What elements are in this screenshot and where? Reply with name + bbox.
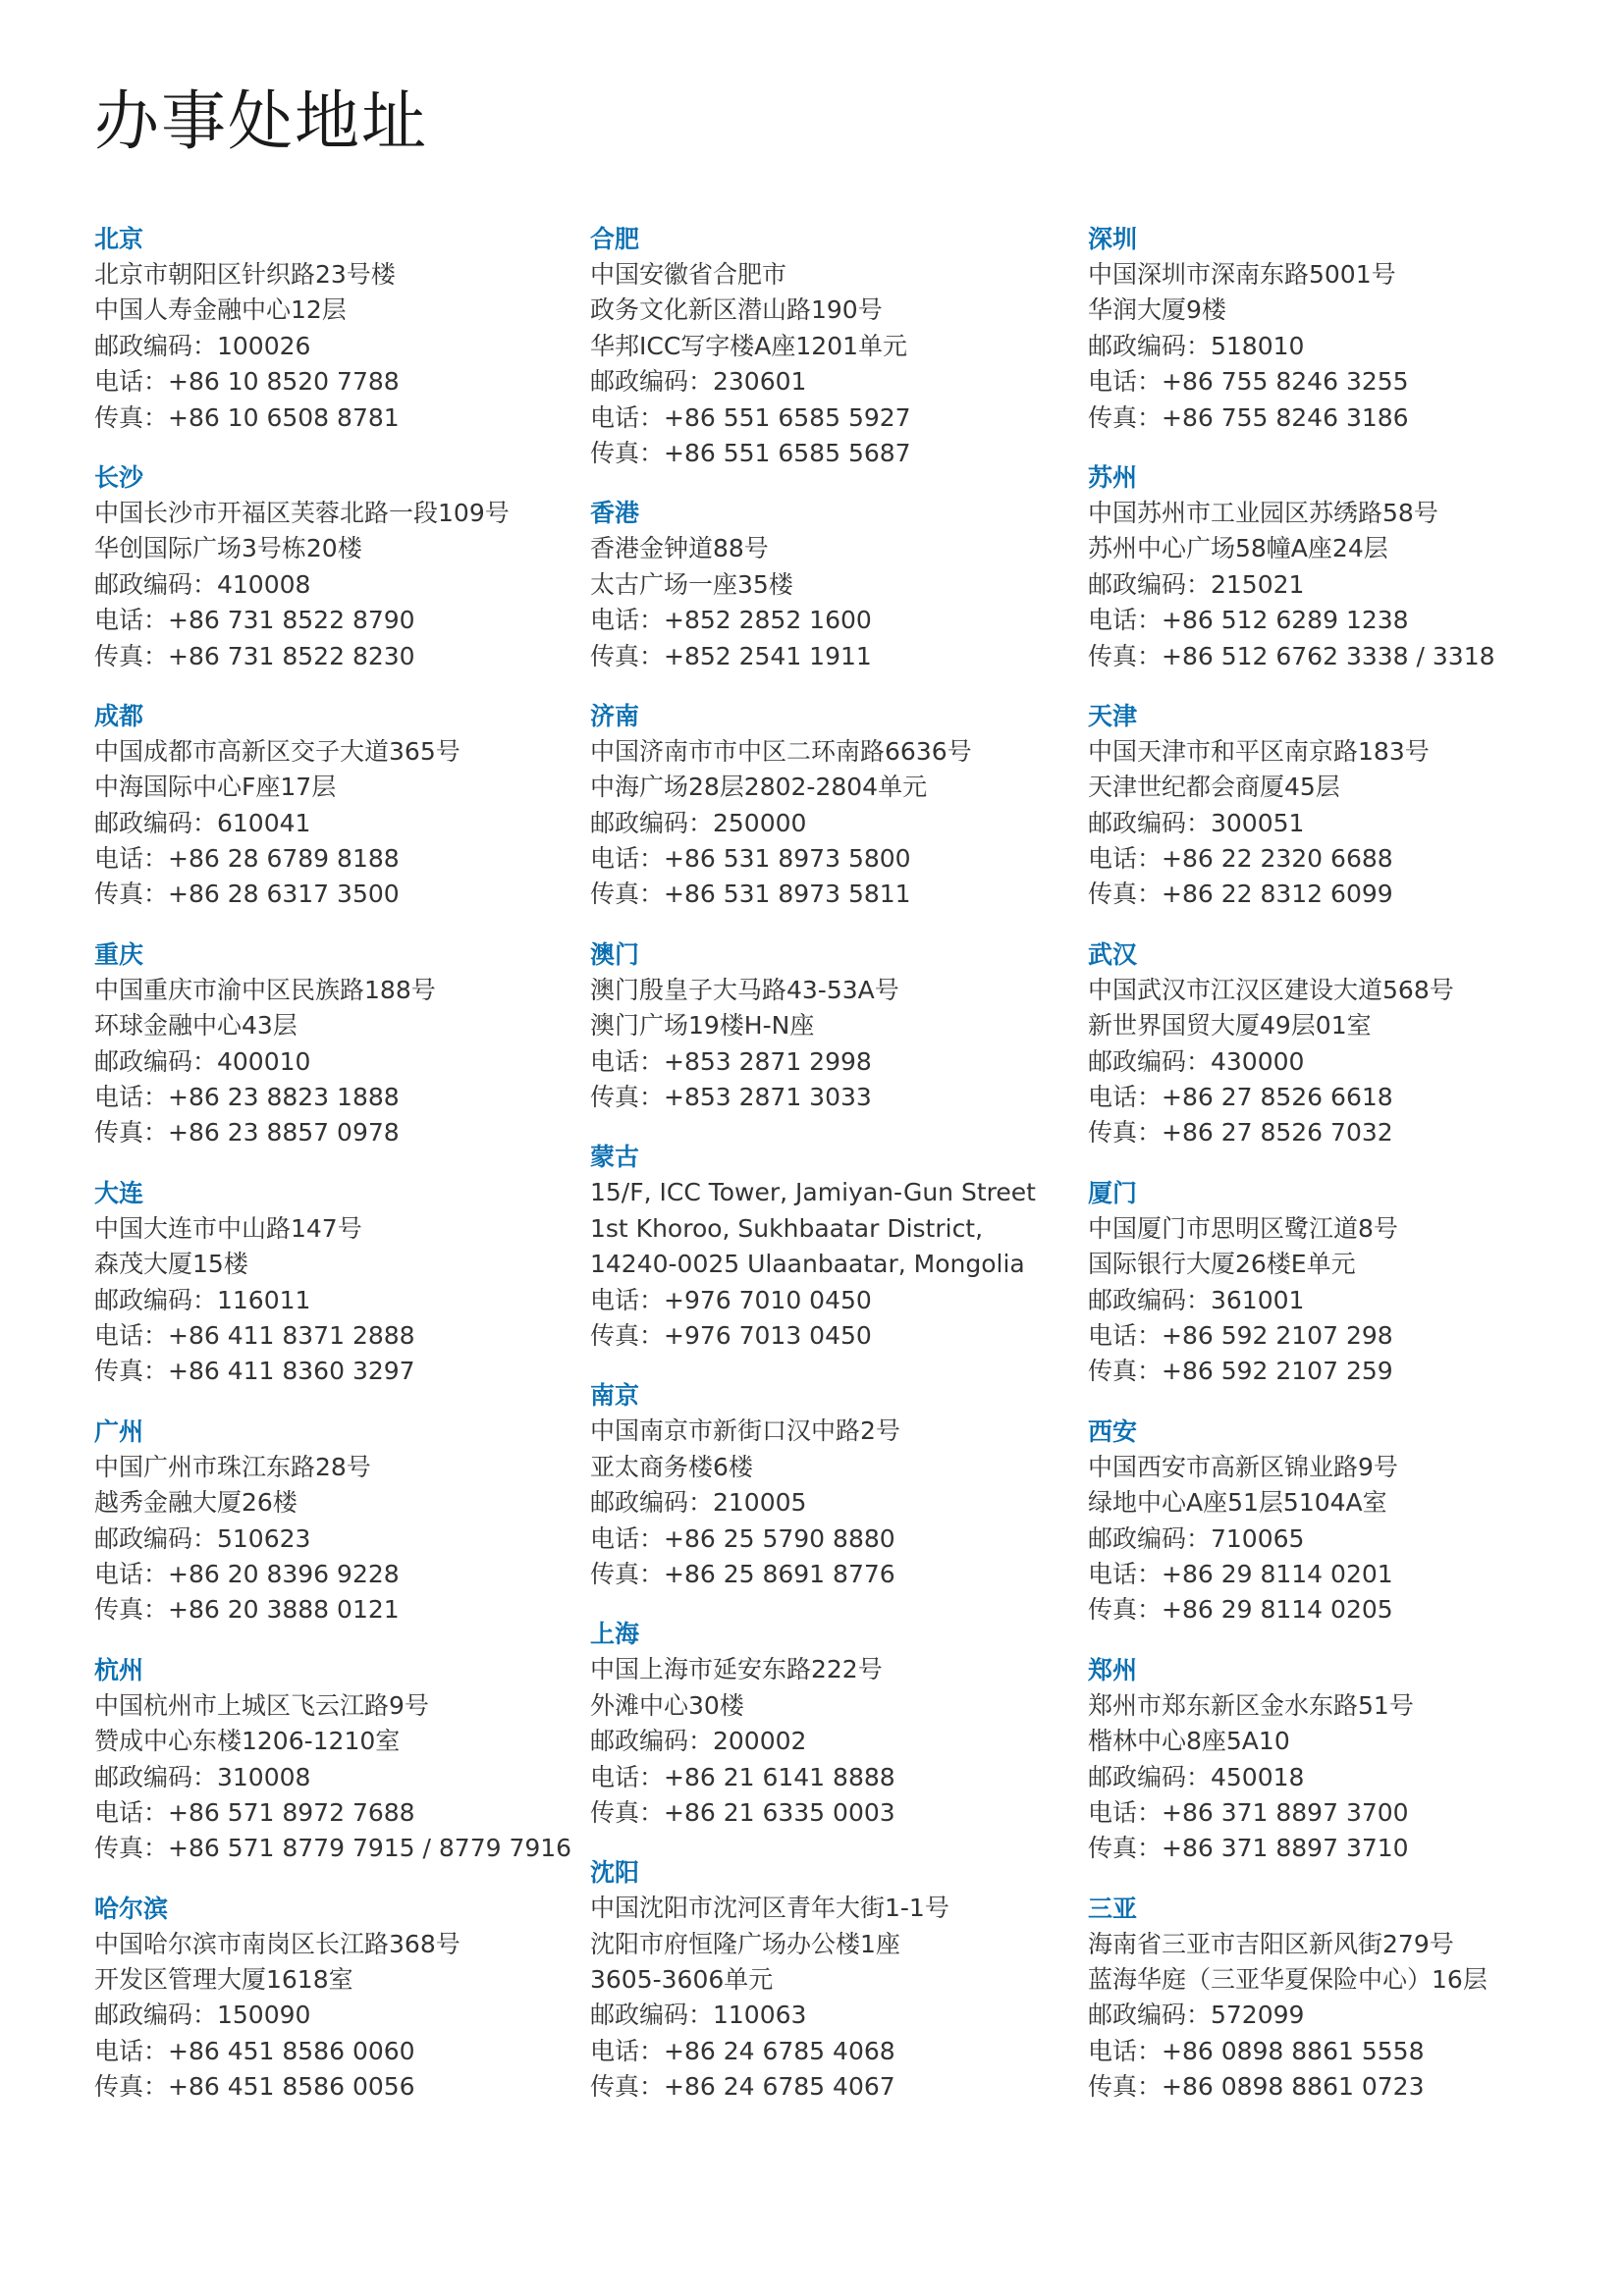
office-detail-line: 邮政编码：361001 [1088,1285,1305,1314]
office-detail-line: 电话：+86 29 8114 0201 [1088,1559,1393,1588]
office-entry [590,1378,1052,1592]
office-city-name: 济南 [590,701,640,730]
office-entry [94,222,556,436]
office-detail-line: 邮政编码：400010 [94,1046,311,1076]
office-entry [1088,222,1549,436]
office-detail-line: 电话：+86 411 8371 2888 [94,1320,415,1350]
office-detail-line: 中国济南市市中区二环南路6636号 [590,736,972,766]
office-entry [94,1415,556,1629]
office-detail-line: 电话：+86 25 5790 8880 [590,1523,895,1553]
office-detail-line: 传真：+86 20 3888 0121 [94,1595,400,1625]
office-detail-line: 森茂大厦15楼 [94,1250,248,1279]
office-detail-line: 邮政编码：710065 [1088,1523,1305,1553]
office-detail-line: 电话：+852 2852 1600 [590,606,872,635]
office-city-name: 澳门 [590,939,640,969]
office-detail-line: 赞成中心东楼1206-1210室 [94,1727,401,1756]
office-detail-line: 中国上海市延安东路222号 [590,1655,883,1684]
office-detail-line: 香港金钟道88号 [590,534,769,563]
office-detail-line: 外滩中心30楼 [590,1690,744,1720]
office-detail-line: 楷林中心8座5A10 [1088,1727,1290,1756]
office-detail-line: 国际银行大厦26楼E单元 [1088,1250,1356,1279]
office-detail-line: 传真：+86 755 8246 3186 [1088,402,1409,432]
office-detail-line: 电话：+86 731 8522 8790 [94,606,415,635]
office-detail-line: 传真：+86 23 8857 0978 [94,1118,400,1148]
office-detail-line: 传真：+86 531 8973 5811 [590,880,911,909]
office-city-name: 西安 [1088,1416,1138,1446]
office-detail-line: 郑州市郑东新区金水东路51号 [1088,1690,1414,1720]
office-detail-line: 电话：+86 571 8972 7688 [94,1797,415,1827]
office-detail-line: 传真：+86 10 6508 8781 [94,402,400,432]
office-detail-line: 邮政编码：110063 [590,2001,807,2030]
office-entry [1088,1415,1549,1629]
office-detail-line: 新世界国贸大厦49层01室 [1088,1011,1372,1041]
office-detail-line: 传真：+86 27 8526 7032 [1088,1118,1393,1148]
office-detail-line: 电话：+86 371 8897 3700 [1088,1797,1409,1827]
office-detail-line: 传真：+86 25 8691 8776 [590,1559,895,1588]
office-entry [1088,460,1549,674]
office-detail-line: 澳门殷皇子大马路43-53A号 [590,975,899,1004]
office-city-name: 重庆 [94,939,144,969]
office-detail-line: 邮政编码：200002 [590,1727,807,1756]
office-city-name: 蒙古 [590,1143,640,1172]
office-directory [94,222,1567,2205]
office-detail-line: 中国天津市和平区南京路183号 [1088,736,1430,766]
office-detail-line: 电话：+86 22 2320 6688 [1088,844,1393,874]
office-entry [94,1176,556,1390]
office-detail-line: 传真：+86 731 8522 8230 [94,641,415,670]
office-detail-line: 中国西安市高新区锦业路9号 [1088,1452,1398,1481]
office-entry [94,937,556,1151]
office-detail-line: 传真：+86 411 8360 3297 [94,1357,415,1386]
office-detail-line: 中国成都市高新区交子大道365号 [94,736,460,766]
office-detail-line: 华创国际广场3号栋20楼 [94,534,362,563]
office-entry [94,460,556,674]
office-detail-line: 传真：+86 592 2107 259 [1088,1357,1393,1386]
office-city-name: 哈尔滨 [94,1894,169,1923]
office-detail-line: 邮政编码：610041 [94,808,311,837]
office-entry [590,222,1052,471]
office-detail-line: 太古广场一座35楼 [590,569,793,599]
office-detail-line: 中国哈尔滨市南岗区长江路368号 [94,1929,460,1958]
office-entry [1088,1892,1549,2106]
office-detail-line: 电话：+86 755 8246 3255 [1088,367,1409,397]
office-detail-line: 华邦ICC写字楼A座1201单元 [590,331,908,360]
office-detail-line: 中国安徽省合肥市 [590,260,787,289]
office-entry [94,699,556,913]
office-detail-line: 开发区管理大厦1618室 [94,1965,353,1995]
office-city-name: 合肥 [590,225,640,253]
office-city-name: 深圳 [1088,225,1138,253]
office-detail-line: 中国大连市中山路147号 [94,1213,362,1243]
office-detail-line: 中国杭州市上城区飞云江路9号 [94,1690,429,1720]
office-detail-line: 北京市朝阳区针织路23号楼 [94,260,396,289]
office-city-name: 长沙 [94,462,144,492]
office-detail-line: 传真：+86 0898 8861 0723 [1088,2072,1425,2102]
office-detail-line: 传真：+86 571 8779 7915 / 8779 7916 [94,1834,572,1863]
office-detail-line: 电话：+86 24 6785 4068 [590,2036,895,2065]
office-detail-line: 环球金融中心43层 [94,1011,298,1041]
office-detail-line: 中国沈阳市沈河区青年大街1-1号 [590,1894,949,1923]
office-city-name: 上海 [590,1620,640,1649]
office-detail-line: 电话：+976 7010 0450 [590,1285,872,1314]
office-detail-line: 电话：+86 27 8526 6618 [1088,1083,1393,1112]
office-detail-line: 邮政编码：210005 [590,1488,807,1518]
office-detail-line: 电话：+86 23 8823 1888 [94,1083,400,1112]
office-detail-line: 3605-3606单元 [590,1965,774,1995]
office-detail-line: 传真：+976 7013 0450 [590,1320,872,1350]
office-city-name: 成都 [94,701,144,730]
office-detail-line: 传真：+86 21 6335 0003 [590,1797,895,1827]
office-detail-line: 电话：+853 2871 2998 [590,1046,872,1076]
office-city-name: 郑州 [1088,1655,1138,1684]
office-column [590,222,1052,2130]
office-detail-line: 邮政编码：572099 [1088,2001,1305,2030]
office-detail-line: 中国厦门市思明区鹭江道8号 [1088,1213,1398,1243]
office-detail-line: 传真：+86 512 6762 3338 / 3318 [1088,641,1495,670]
office-detail-line: 中海国际中心F座17层 [94,773,337,802]
office-entry [590,1140,1052,1354]
office-detail-line: 蓝海华庭（三亚华夏保险中心）16层 [1088,1965,1488,1995]
office-detail-line: 传真：+86 22 8312 6099 [1088,880,1393,909]
office-detail-line: 邮政编码：300051 [1088,808,1305,837]
office-detail-line: 电话：+86 451 8586 0060 [94,2036,415,2065]
office-detail-line: 传真：+86 29 8114 0205 [1088,1595,1393,1625]
office-detail-line: 传真：+86 28 6317 3500 [94,880,400,909]
office-detail-line: 电话：+86 0898 8861 5558 [1088,2036,1425,2065]
office-detail-line: 邮政编码：215021 [1088,569,1305,599]
office-detail-line: 电话：+86 21 6141 8888 [590,1762,895,1791]
office-entry [590,496,1052,674]
office-detail-line: 14240-0025 Ulaanbaatar, Mongolia [590,1250,1025,1279]
office-entry [94,1892,556,2106]
office-city-name: 大连 [94,1178,144,1207]
office-detail-line: 电话：+86 20 8396 9228 [94,1559,400,1588]
office-detail-line: 越秀金融大厦26楼 [94,1488,298,1518]
office-city-name: 天津 [1088,701,1138,730]
office-detail-line: 电话：+86 592 2107 298 [1088,1320,1393,1350]
office-city-name: 北京 [94,225,144,253]
office-entry [590,937,1052,1116]
office-detail-line: 邮政编码：250000 [590,808,807,837]
office-detail-line: 1st Khoroo, Sukhbaatar District, [590,1213,984,1243]
office-city-name: 沈阳 [590,1858,640,1888]
office-entry [1088,699,1549,913]
office-detail-line: 政务文化新区潜山路190号 [590,295,883,325]
office-detail-line: 中国长沙市开福区芙蓉北路一段109号 [94,498,510,527]
office-detail-line: 传真：+86 451 8586 0056 [94,2072,415,2102]
office-detail-line: 邮政编码：518010 [1088,331,1305,360]
office-entry [1088,937,1549,1151]
office-detail-line: 苏州中心广场58幢A座24层 [1088,534,1388,563]
office-entry [590,699,1052,913]
office-detail-line: 传真：+86 551 6585 5687 [590,438,911,467]
office-detail-line: 邮政编码：510623 [94,1523,311,1553]
office-detail-line: 绿地中心A座51层5104A室 [1088,1488,1387,1518]
office-entry [94,1653,572,1867]
page-title: 办事处地址 [94,83,428,159]
office-city-name: 厦门 [1088,1178,1138,1207]
office-entry [1088,1653,1549,1867]
office-detail-line: 15/F, ICC Tower, Jamiyan-Gun Street [590,1178,1036,1207]
office-entry [590,1617,1052,1831]
office-entry [590,1855,1052,2105]
office-detail-line: 邮政编码：430000 [1088,1046,1305,1076]
office-detail-line: 中国苏州市工业园区苏绣路58号 [1088,498,1438,527]
office-detail-line: 传真：+86 371 8897 3710 [1088,1834,1409,1863]
office-detail-line: 澳门广场19楼H-N座 [590,1011,815,1041]
office-detail-line: 传真：+853 2871 3033 [590,1083,872,1112]
office-detail-line: 中国人寿金融中心12层 [94,295,347,325]
office-city-name: 香港 [590,499,640,528]
office-detail-line: 邮政编码：116011 [94,1285,311,1314]
office-city-name: 三亚 [1088,1894,1138,1923]
office-entry [1088,1176,1549,1390]
office-detail-line: 邮政编码：230601 [590,367,807,397]
office-detail-line: 电话：+86 512 6289 1238 [1088,606,1409,635]
office-detail-line: 中国南京市新街口汉中路2号 [590,1416,900,1446]
office-detail-line: 电话：+86 551 6585 5927 [590,402,911,432]
office-detail-line: 电话：+86 28 6789 8188 [94,844,400,874]
office-detail-line: 中国广州市珠江东路28号 [94,1452,371,1481]
office-detail-line: 邮政编码：310008 [94,1762,311,1791]
office-detail-line: 海南省三亚市吉阳区新风街279号 [1088,1929,1454,1958]
office-detail-line: 邮政编码：100026 [94,331,311,360]
office-detail-line: 电话：+86 531 8973 5800 [590,844,911,874]
office-detail-line: 华润大厦9楼 [1088,295,1226,325]
office-column [1088,222,1549,2130]
office-detail-line: 天津世纪都会商厦45层 [1088,773,1340,802]
office-city-name: 南京 [590,1381,640,1411]
office-column [94,222,572,2130]
office-detail-line: 中国深圳市深南东路5001号 [1088,260,1396,289]
office-city-name: 武汉 [1088,939,1138,969]
office-detail-line: 中国武汉市江汉区建设大道568号 [1088,975,1454,1004]
office-detail-line: 亚太商务楼6楼 [590,1452,753,1481]
office-detail-line: 中海广场28层2802-2804单元 [590,773,928,802]
office-detail-line: 传真：+852 2541 1911 [590,641,872,670]
office-city-name: 杭州 [94,1655,144,1684]
office-detail-line: 传真：+86 24 6785 4067 [590,2072,895,2102]
office-city-name: 广州 [94,1416,144,1446]
office-detail-line: 邮政编码：410008 [94,569,311,599]
office-city-name: 苏州 [1088,462,1138,492]
office-detail-line: 邮政编码：450018 [1088,1762,1305,1791]
office-detail-line: 邮政编码：150090 [94,2001,311,2030]
office-detail-line: 沈阳市府恒隆广场办公楼1座 [590,1929,900,1958]
office-detail-line: 电话：+86 10 8520 7788 [94,367,400,397]
office-detail-line: 中国重庆市渝中区民族路188号 [94,975,436,1004]
